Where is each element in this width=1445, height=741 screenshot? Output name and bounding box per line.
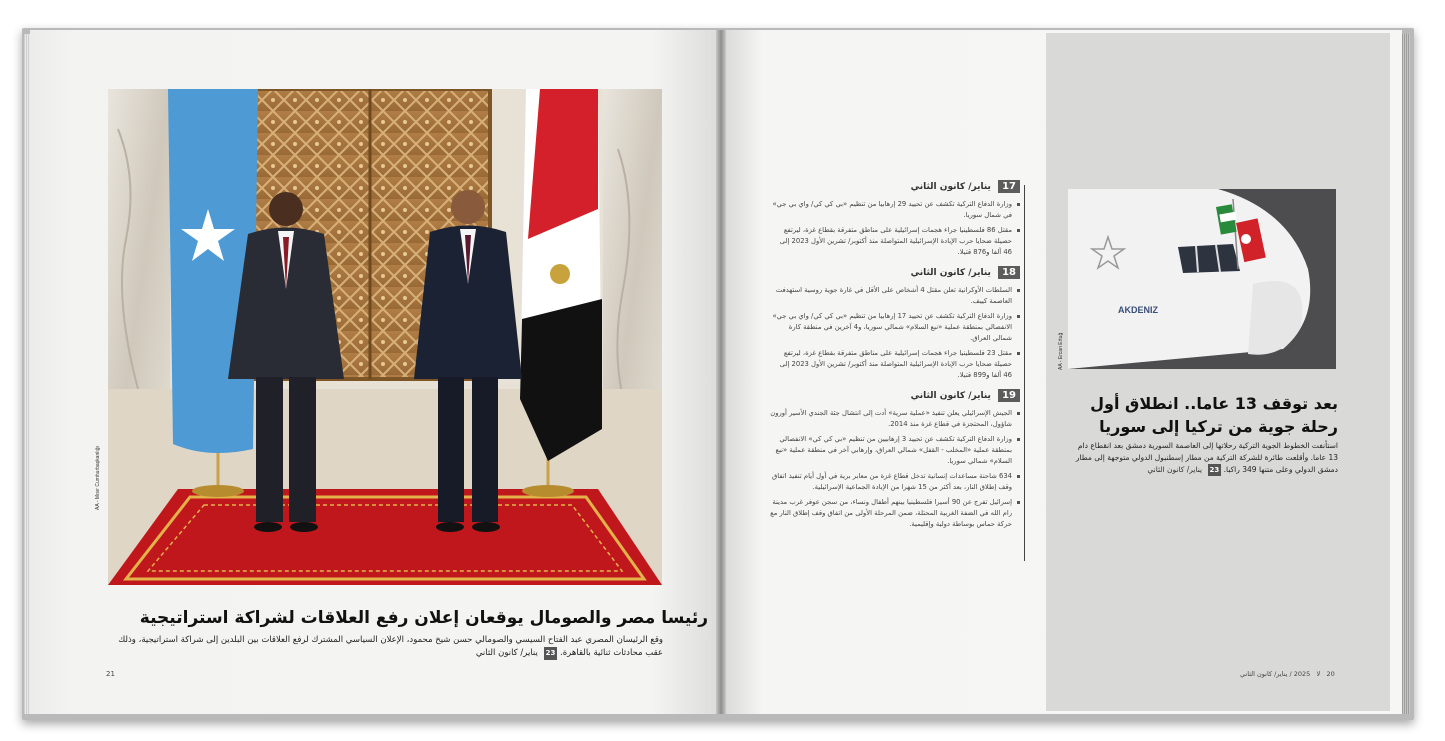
timeline-rule xyxy=(1024,185,1025,561)
day-label: يناير/ كانون الثاني xyxy=(910,391,991,401)
gray-side-panel xyxy=(1046,33,1390,711)
timeline-day xyxy=(770,266,1020,381)
timeline-item: وزارة الدفاع التركية تكشف عن تحييد 3 إرهابيين من تنظيم «بي كي كي» الانفصالي بمنطقة عملية «المخلب - القفل» شمالي العراق، وإرهابي آخر في منطقة عملية «نبع السلام» شمالي سوريا. xyxy=(770,434,1020,467)
day-heading xyxy=(770,266,1020,279)
page-number-right: 20 xyxy=(1326,670,1335,678)
left-date-text: يناير/ كانون الثاني xyxy=(475,648,538,658)
right-article-body xyxy=(1068,440,1338,476)
timeline xyxy=(770,180,1020,534)
timeline-item: مقتل 23 فلسطينيا جراء هجمات إسرائيلية على مناطق متفرقة بقطاع غزة، ليرتفع حصيلة ضحايا حرب الإبادة الإسرائيلية المتواصلة منذ أكتوبر/ تشرين الأول 2023 إلى 46 ألفا و899 قتيلا. xyxy=(770,348,1020,381)
presidents-photo xyxy=(108,89,662,585)
day-label: يناير/ كانون الثاني xyxy=(910,268,991,278)
plane-photo xyxy=(1068,189,1336,369)
right-page-footer xyxy=(1240,670,1335,678)
page-number-left: 21 xyxy=(106,670,115,678)
footer-date: 2025 / يناير/ كانون الثاني xyxy=(1240,670,1311,678)
photo-credit-right: AA - Ercan Ertuğ xyxy=(1058,332,1064,370)
left-date-number: 23 xyxy=(544,647,558,660)
timeline-item: وزارة الدفاع التركية تكشف عن تحييد 17 إرهابيا من تنظيم «بي كي كي/ واي بي جي» الانفصالي بمنطقة عملية «نبع السلام» شمالي سوريا، و4 آخرين في منطقة كارة شمالي العراق. xyxy=(770,311,1020,344)
timeline-item: السلطات الأوكرانية تعلن مقتل 4 أشخاص على الأقل في غارة جوية روسية استهدفت العاصمة كييف. xyxy=(770,285,1020,307)
day-number: 19 xyxy=(998,389,1020,402)
day-heading xyxy=(770,389,1020,402)
timeline-day xyxy=(770,389,1020,530)
right-article-text: استأنفت الخطوط الجوية التركية رحلاتها إلى العاصمة السورية دمشق بعد انقطاع دام 13 عاما. وأقلعت طائرة للشركة التركية من مطار إسطنبول الدولي متوجهة إلى مطار دمشق الدولي وعلى متنها 349 راكبا. xyxy=(1075,441,1338,474)
left-article-title: رئيسا مصر والصومال يوقعان إعلان رفع العلاقات لشراكة استراتيجية xyxy=(139,608,708,628)
timeline-item: إسرائيل تفرج عن 90 أسيرا فلسطينيا بينهم أطفال ونساء، من سجن عوفر غرب مدينة رام الله في الضفة الغربية المحتلة، ضمن المرحلة الأولى من اتفاق وقف إطلاق النار مع حركة حماس بوساطة دولية وإقليمية. xyxy=(770,497,1020,530)
timeline-item: 634 شاحنة مساعدات إنسانية تدخل قطاع غزة من معابر برية في أول أيام تنفيذ اتفاق وقف إطلاق النار، بعد أكثر من 15 شهرا من الإبادة الجماعية الإسرائيلية. xyxy=(770,471,1020,493)
photo-credit-left: AA - Mısır Cumhurbaşkanlığı xyxy=(95,446,101,510)
day-number: 18 xyxy=(998,266,1020,279)
left-article-body xyxy=(108,634,663,660)
right-article-title: بعد توقف 13 عاما.. انطلاق أول رحلة جوية من تركيا إلى سوريا xyxy=(1090,394,1338,436)
plane-illustration xyxy=(1068,189,1336,369)
book-spine xyxy=(716,30,726,714)
day-number: 17 xyxy=(998,180,1020,193)
presidents-illustration xyxy=(108,89,662,585)
plane-name-text: AKDENIZ xyxy=(1118,305,1158,315)
timeline-item: وزارة الدفاع التركية تكشف عن تحييد 29 إرهابيا من تنظيم «بي كي كي/ واي بي جي» في شمال سوريا. xyxy=(770,199,1020,221)
day-label: يناير/ كانون الثاني xyxy=(910,182,991,192)
timeline-item: الجيش الإسرائيلي يعلن تنفيذ «عملية سرية» أدت إلى انتشال جثة الجندي الأسير أورون شاؤول، المحتجزة في قطاع غزة منذ 2014. xyxy=(770,408,1020,430)
right-date-text: يناير/ كانون الثاني xyxy=(1147,465,1203,474)
footer-label: لا xyxy=(1316,670,1321,678)
timeline-item: مقتل 86 فلسطينيا جراء هجمات إسرائيلية على مناطق متفرقة بقطاع غزة، ليرتفع حصيلة ضحايا حرب الإبادة الإسرائيلية المتواصلة منذ أكتوبر/ تشرين الأول 2023 إلى 46 ألفا و876 قتيلا. xyxy=(770,225,1020,258)
timeline-day xyxy=(770,180,1020,258)
left-article-text: وقع الرئيسان المصري عبد الفتاح السيسي والصومالي حسن شيخ محمود، الإعلان السياسي المشترك لرفع العلاقات بين البلدين إلى شراكة استراتيجية، وذلك عقب محادثات ثنائية بالقاهرة. xyxy=(118,635,663,658)
day-heading xyxy=(770,180,1020,193)
right-date-number: 23 xyxy=(1209,466,1220,474)
